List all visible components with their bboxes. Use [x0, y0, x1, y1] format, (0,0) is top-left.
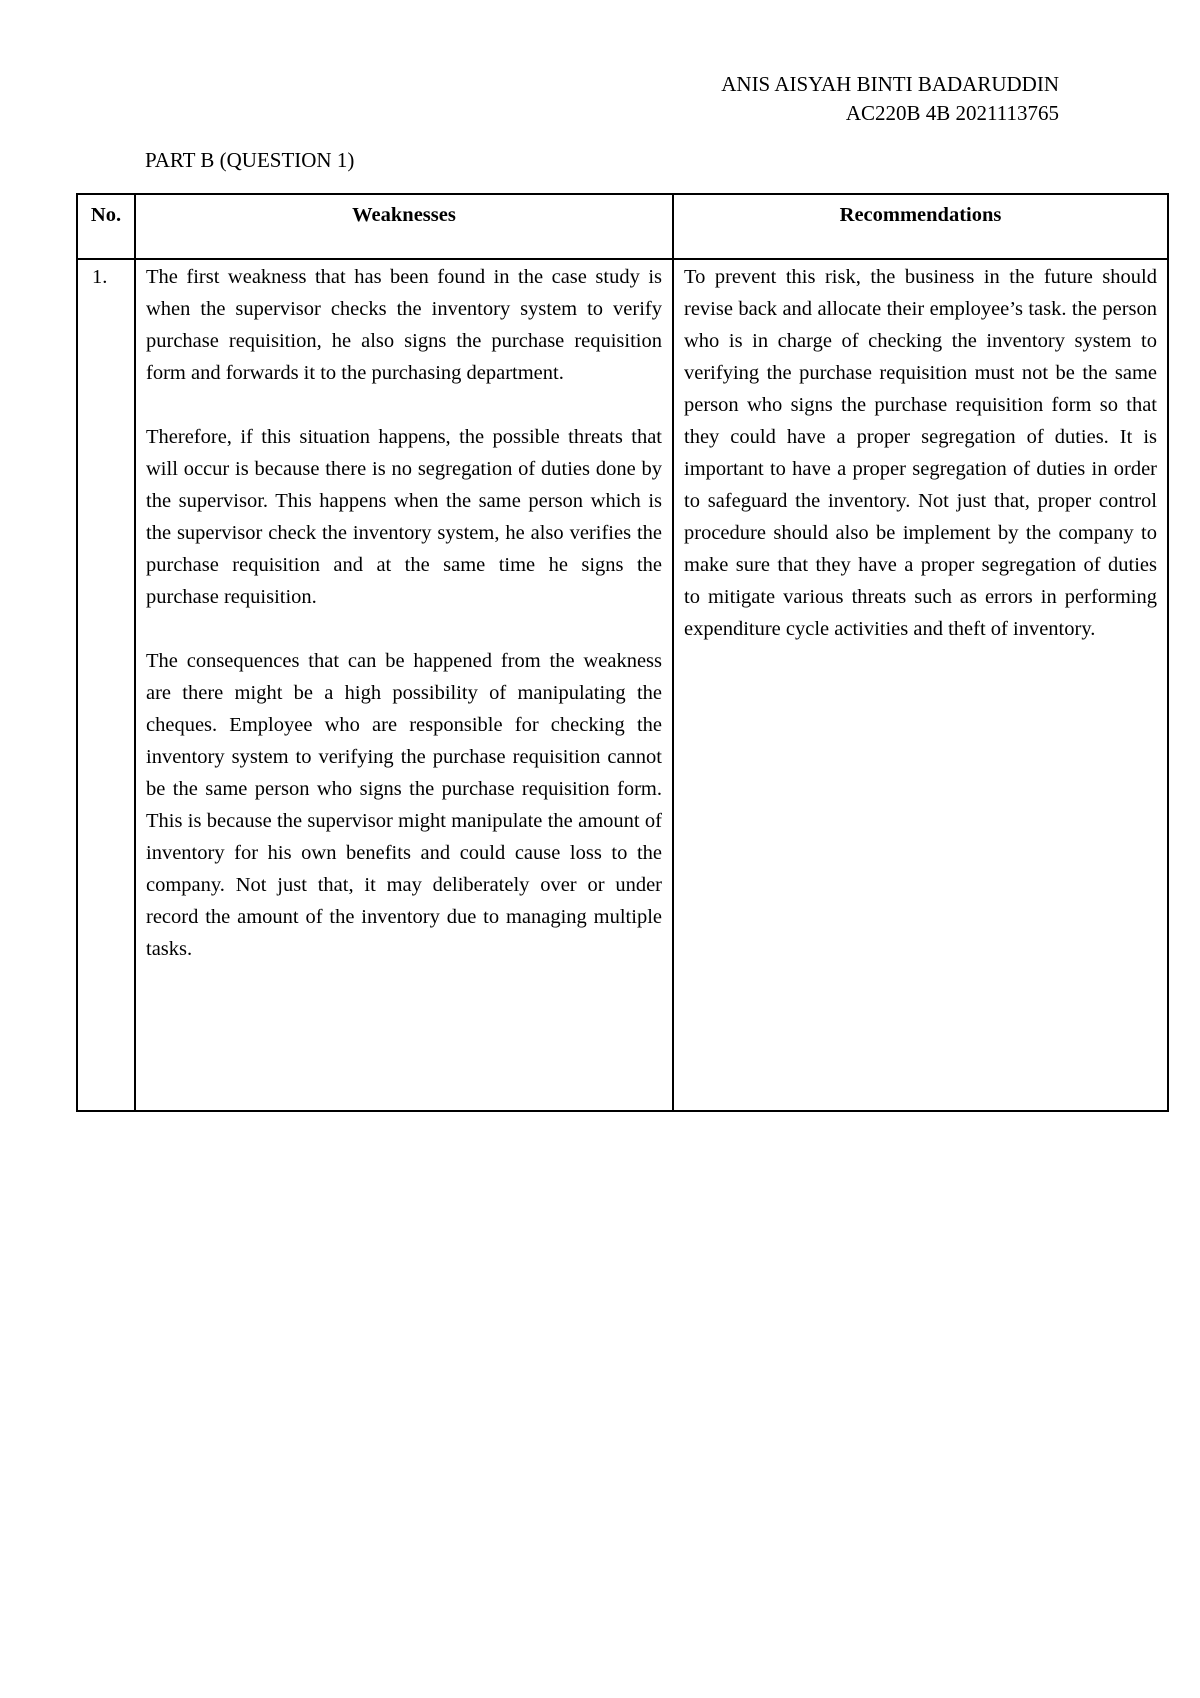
table-row — [77, 259, 1168, 1111]
table-header-row — [77, 194, 1168, 259]
author-block — [721, 70, 1059, 128]
weaknesses-cell — [135, 259, 673, 1111]
part-title: PART B (QUESTION 1) — [145, 148, 355, 172]
weakness-paragraph: The first weakness that has been found in the case study is when the supervisor checks the inventory system to verify purchase requisition, he also signs the purchase requisition form and forwards it to the purchasing department. — [146, 266, 662, 384]
weakness-paragraph: The consequences that can be happened from the weakness are there might be a high possibility of manipulating the cheques. Employee who are responsible for checking the inventory system to verifying the purchase requisition cannot be the same person who signs the purchase requisition form. This is because the supervisor might manipulate the amount of inventory for his own benefits and could cause loss to the company. Not just that, it may deliberately over or under record the amount of the inventory due to managing multiple tasks. — [146, 650, 662, 960]
recommendation-paragraph: To prevent this risk, the business in the future should revise back and allocate their employee’s task. the person who is in charge of checking the inventory system to verifying the purchase requisition must not be the same person who signs the purchase requisition form so that they could have a proper segregation of duties. It is important to have a proper segregation of duties in order to safeguard the inventory. Not just that, proper control procedure should also be implement by the company to make sure that they have a proper segregation of duties to mitigate various threats such as errors in performing expenditure cycle activities and theft of inventory. — [684, 266, 1157, 640]
author-name: ANIS AISYAH BINTI BADARUDDIN — [721, 72, 1059, 96]
recommendations-cell — [673, 259, 1168, 1111]
weakness-recommendation-table — [76, 193, 1169, 1112]
column-header-recommendations: Recommendations — [673, 194, 1168, 259]
course-info: AC220B 4B 2021113765 — [845, 101, 1059, 125]
column-header-no: No. — [77, 194, 135, 259]
row-number: 1. — [77, 259, 135, 1111]
column-header-weaknesses: Weaknesses — [135, 194, 673, 259]
weakness-paragraph: Therefore, if this situation happens, the possible threats that will occur is because there is no segregation of duties done by the supervisor. This happens when the same person which is the supervisor check the inventory system, he also verifies the purchase requisition and at the same time he signs the purchase requisition. — [146, 426, 662, 608]
